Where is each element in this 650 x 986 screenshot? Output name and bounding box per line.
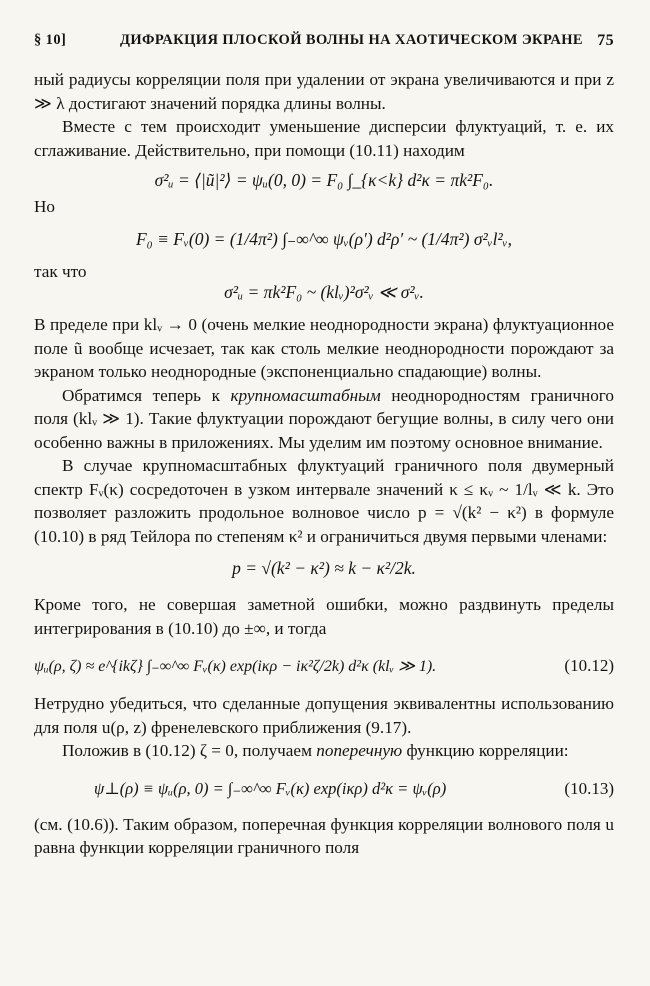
equation-p [34, 558, 614, 579]
emphasis-text: поперечную [316, 741, 403, 760]
equation-f0 [34, 229, 614, 250]
paragraph-smoothing: Вместе с тем происходит уменьшение дисперсии флуктуаций, т. е. их сглаживание. Действительно, при помощи (10.11) находим [34, 117, 614, 160]
equation-text: ψᵤ(ρ, ζ) ≈ e^{ikζ} ∫₋∞^∞ Fᵥ(κ) exp(iκρ − iκ²ζ/2k) d²κ (klᵥ ≫ 1). [34, 658, 437, 675]
equation-10-13 [34, 779, 614, 799]
paragraph-spectrum: В случае крупномасштабных флуктуаций граничного поля двумерный спектр Fᵥ(κ) сосредоточен в узком интервале значений κ ≤ κᵥ ~ 1/lᵥ ≪ k. Это позволяет разложить продольное волновое число p = √(k² − κ²) в формуле (10.10) в ряд Тейлора по степеням κ² и ограничиться двумя первыми членами: [34, 456, 614, 546]
section-number: § 10] [34, 32, 67, 48]
equation-variance [34, 170, 614, 191]
page-number: 75 [597, 32, 614, 49]
text-run: неоднородностям граничного поля (klᵥ ≫ 1). Такие флуктуации порождают бегущие волны, в силу чего они особенно важны в приложениях. Мы уделим им поэтому основное внимание. [34, 385, 615, 452]
equation-text: F₀ ≡ Fᵥ(0) = (1/4π²) ∫₋∞^∞ ψᵥ(ρ′) d²ρ′ ~ (1/4π²) σ²ᵥl²ᵥ, [135, 229, 513, 249]
paragraph-conclusion: (см. (10.6)). Таким образом, поперечная функция корреляции волнового поля u равна функции корреляции граничного поля [34, 814, 614, 857]
paragraph-continued: ный радиусы корреляции поля при удалении от экрана увеличиваются и при z ≫ λ достигают значений порядка длины волны. [34, 70, 614, 113]
paragraph-large-scale [34, 384, 614, 455]
equation-text: ψ⊥(ρ) ≡ ψᵤ(ρ, 0) = ∫₋∞^∞ Fᵥ(κ) exp(iκρ) d²κ = ψᵥ(ρ) [94, 778, 447, 798]
paragraph-limits: Кроме того, не совершая заметной ошибки, можно раздвинуть пределы интегрирования в (10.10) до ±∞, и тогда [34, 595, 614, 638]
equation-number: (10.12) [564, 656, 614, 675]
running-title: ДИФРАКЦИЯ ПЛОСКОЙ ВОЛНЫ НА ХАОТИЧЕСКОМ ЭКРАНЕ [120, 32, 583, 48]
text-run: Обратимся теперь к [62, 385, 220, 405]
running-header [34, 32, 614, 56]
text-run: Положив в (10.12) ζ = 0, получаем [62, 741, 312, 760]
text-run: функцию корреляции: [406, 741, 569, 760]
word-tak-chto: так что [34, 262, 87, 281]
equation-text: σ²ᵤ = πk²F₀ ~ (klᵥ)²σ²ᵥ ≪ σ²ᵥ. [224, 282, 424, 302]
word-no: Но [34, 197, 56, 216]
equation-text: p = √(k² − κ²) ≈ k − κ²/2k. [232, 558, 416, 578]
equation-sigma [34, 282, 614, 303]
equation-text: σ²ᵤ = ⟨|ũ|²⟩ = ψᵤ(0, 0) = F₀ ∫_{κ<k} d²κ = πk²F₀. [154, 170, 494, 190]
paragraph-fresnel: Нетрудно убедиться, что сделанные допущения эквивалентны использованию для поля u(ρ, z) френелевского приближения (9.17). [34, 694, 614, 737]
equation-number: (10.13) [564, 778, 614, 798]
paragraph-transverse [34, 739, 614, 763]
paragraph-limit: В пределе при klᵥ → 0 (очень мелкие неоднородности экрана) флуктуационное поле ũ вообще исчезает, так как столь мелкие неоднородности порождают за экраном только неоднородные (экспоненциально спадающие) волны. [34, 315, 614, 381]
emphasis-text: крупномасштабным [230, 385, 381, 405]
page-body [34, 68, 614, 860]
equation-10-12 [34, 656, 614, 676]
